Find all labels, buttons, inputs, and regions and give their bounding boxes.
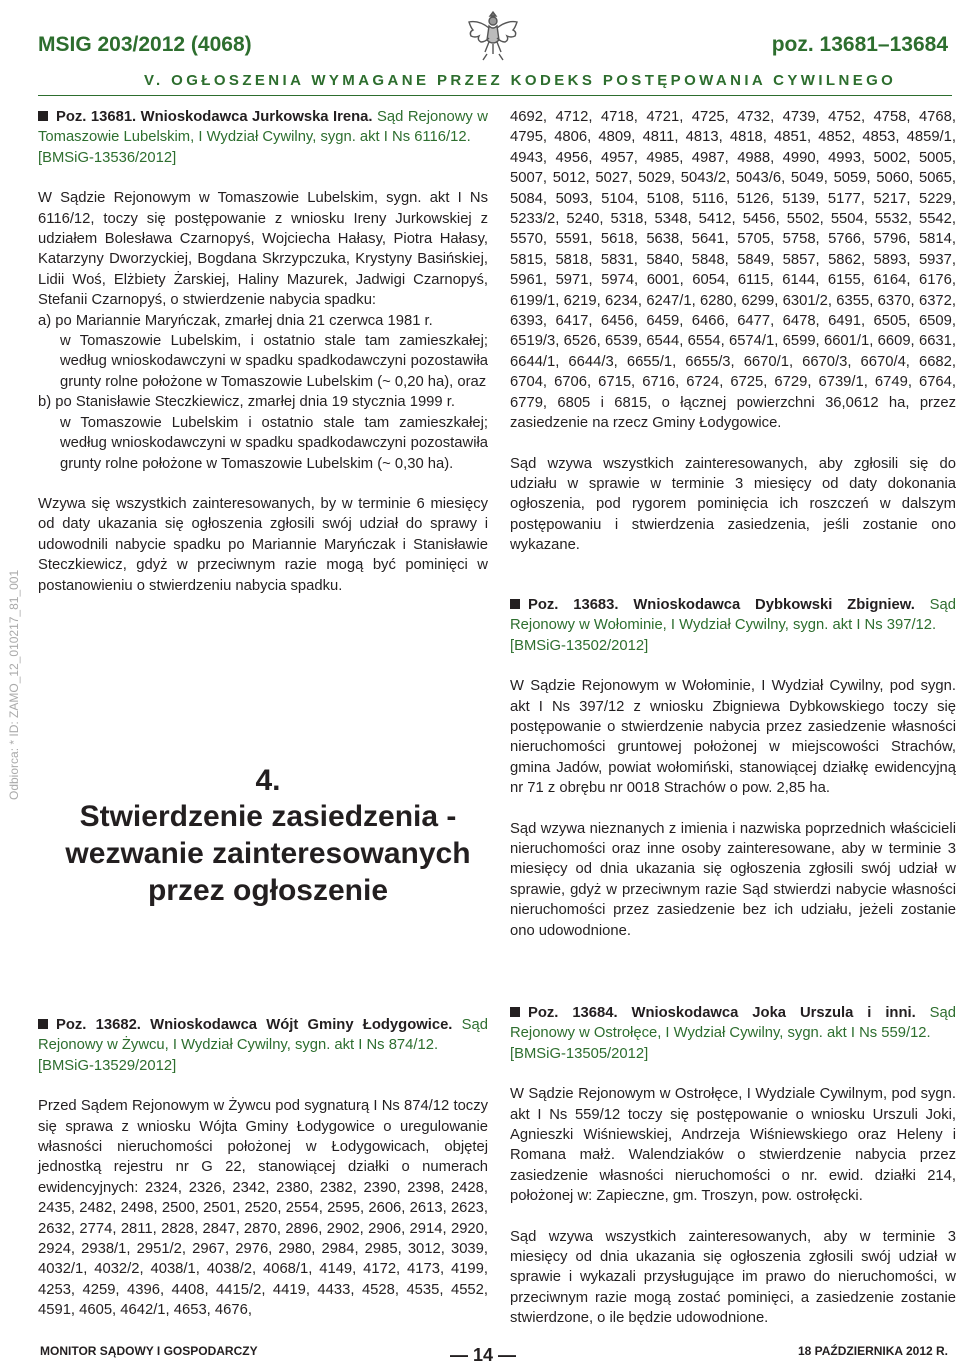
notice-item-a: a) po Mariannie Maryńczak, zmarłej dnia 21 czerwca 1981 r. (38, 312, 433, 329)
notice-heading: Poz. 13682. Wnioskodawca Wójt Gminy Łodygowice. (56, 1017, 453, 1033)
bullet-square-icon (38, 111, 48, 121)
bullet-square-icon (510, 1007, 520, 1017)
section-heading: V. OGŁOSZENIA WYMAGANE PRZEZ KODEKS POSTĘPOWANIA CYWILNEGO (144, 72, 897, 89)
notice-reference: [BMSiG-13502/2012] (510, 637, 649, 654)
notice-court: Sąd Rejonowy w Wołominie, I Wydział Cywilny, sygn. akt I Ns 397/12. (510, 597, 956, 634)
notice-paragraph: W Sądzie Rejonowym w Ostrołęce, I Wydziale Cywilnym, pod sygn. akt I Ns 559/12 toczy się postępowanie o wniosku Urszuli Joki, Agnieszki Wiśniewskiej, Andrzeja Wiśniewskiego oraz Heleny i Romana małż. Walendziaków o stwierdzenie nabycia przez zasiedzenie własności nieruchomości o nr. ewid. działki 214, położonej w: Zapieczne, gm. Troszyn, pow. ostrołęcki. (510, 1086, 956, 1205)
notice-court: Sąd Rejonowy w Tomaszowie Lubelskim, I Wydział Cywilny, sygn. akt I Ns 6116/12. (38, 109, 488, 146)
notice-court: Sąd Rejonowy w Żywcu, I Wydział Cywilny, sygn. akt I Ns 874/12. (38, 1017, 488, 1054)
notice-reference: [BMSiG-13505/2012] (510, 1045, 649, 1062)
chapter-title-line: wezwanie zainteresowanych (65, 837, 471, 870)
notice-item-b-detail: w Tomaszowie Lubelskim i ostatnio stale tam zamieszkałej; według wnioskodawczyni w spadku spadkodawczyni pozostawiła grunty rolne położone w Tomaszowie Lubelskim (~ 0,30 ha). (60, 414, 488, 472)
footer-publication: MONITOR SĄDOWY I GOSPODARCZY (40, 1344, 258, 1358)
bullet-square-icon (510, 599, 520, 609)
position-range: poz. 13681–13684 (771, 33, 948, 56)
notice-13682-continued (510, 107, 956, 556)
notice-paragraph: Sąd wzywa wszystkich zainteresowanych, aby zgłosili się do udziału w sprawie w terminie 3 miesięcy od daty dokonania ogłoszenia, pod rygorem pominięcia ich roszczeń w dalszym postępowaniu i stwierdzenia zasiedzenia, jeśli zostanie ono wykazane. (510, 455, 956, 554)
notice-13682 (38, 1015, 488, 1321)
notice-13684 (510, 1003, 956, 1329)
notice-paragraph: W Sądzie Rejonowym w Wołominie, I Wydział Cywilny, pod sygn. akt I Ns 397/12 z wniosku Zbigniewa Dybkowskiego toczy się postępowanie o stwierdzenie nabycia przez zasiedzenie własności nieruchomości gruntowej położonej w miejscowości Strachów, gmina Jadów, powiat wołomiński, stanowiącej działkę ewidencyjną nr 71 z obrębu nr 0018 Strachów o pow. 2,85 ha. (510, 678, 956, 797)
notice-item-a-detail: w Tomaszowie Lubelskim, i ostatnio stale tam zamieszkałej; według wnioskodawczyni w spadku spadkodawczyni pozostawiła grunty rolne położone w Tomaszowie Lubelskim (~ 0,20 ha), oraz (60, 333, 488, 390)
notice-paragraph: W Sądzie Rejonowym w Tomaszowie Lubelskim, sygn. akt I Ns 6116/12, toczy się postępowanie z wniosku Ireny Jurkowskiej z udziałem Bolesława Czarnopyś, Wojciecha Hałasy, Piotra Hałasy, Katarzyny Dworzyckiej, Bogdana Skrzypczuka, Krystyny Basińskiej, Lidii Woś, Elżbiety Żarskiej, Haliny Mazurek, Jadwigi Czarnopyś, Stefanii Czarnopyś, o stwierdzenie nabycia spadku: (38, 190, 488, 309)
notice-paragraph: Wzywa się wszystkich zainteresowanych, by w terminie 6 miesięcy od daty ukazania się ogłoszenia zgłosili swój udział do sprawy i udowodnili nabycie spadku po Mariannie Maryńczak i Stanisławie Steczkiewicz, gdyż w przeciwnym razie mogą być pominięci w postanowieniu o stwierdzeniu nabycia spadku. (38, 495, 488, 594)
chapter-number: 4. (255, 764, 281, 797)
notice-heading: Poz. 13683. Wnioskodawca Dybkowski Zbigniew. (528, 597, 915, 613)
bullet-square-icon (38, 1019, 48, 1029)
notice-court: Sąd Rejonowy w Ostrołęce, I Wydział Cywilny, sygn. akt I Ns 559/12. (510, 1005, 956, 1042)
notice-item-b: b) po Stanisławie Steczkiewicz, zmarłej dnia 19 stycznia 1999 r. (38, 394, 455, 411)
notice-13681 (38, 107, 488, 596)
chapter-title (38, 798, 498, 909)
chapter-title-line: Stwierdzenie zasiedzenia - (79, 800, 457, 833)
polish-eagle-emblem (460, 2, 526, 68)
notice-reference: [BMSiG-13536/2012] (38, 149, 177, 166)
notice-13683 (510, 595, 956, 941)
notice-heading: Poz. 13684. Wnioskodawca Joka Urszula i inni. (528, 1005, 916, 1021)
publication-issue: MSIG 203/2012 (4068) (38, 33, 252, 56)
chapter-title-line: przez ogłoszenie (147, 874, 389, 907)
notice-reference: [BMSiG-13529/2012] (38, 1057, 177, 1074)
footer-date: 18 PAŹDZIERNIKA 2012 R. (797, 1344, 948, 1358)
header-rule (38, 95, 952, 96)
notice-paragraph: 4692, 4712, 4718, 4721, 4725, 4732, 4739, 4752, 4758, 4768, 4795, 4806, 4809, 4811, 4813, 4818, 4851, 4852, 4853, 4859/1, 4943, 4956, 4957, 4985, 4987, 4988, 4990, 4993, 5002, 5005, 5007, 5012, 5027, 5029, 5043/2, 5043/6, 5049, 5059, 5060, 5065, 5084, 5093, 5104, 5108, 5116, 5126, 5139, 5177, 5217, 5229, 5233/2, 5240, 5318, 5348, 5412, 5456, 5502, 5504, 5532, 5542, 5570, 5591, 5618, 5638, 5641, 5705, 5758, 5766, 5796, 5814, 5815, 5818, 5831, 5840, 5848, 5849, 5857, 5862, 5893, 5937, 5961, 5971, 5974, 6001, 6054, 6115, 6144, 6155, 6164, 6176, 6199/1, 6219, 6234, 6247/1, 6280, 6299, 6301/2, 6355, 6370, 6372, 6393, 6417, 6456, 6459, 6466, 6477, 6478, 6491, 6505, 6509, 6519/3, 6526, 6539, 6544, 6554, 6574/1, 6599, 6601/1, 6609, 6631, 6644/1, 6644/3, 6655/1, 6655/3, 6670/1, 6670/3, 6670/4, 6682, 6704, 6706, 6715, 6716, 6724, 6725, 6729, 6739/1, 6749, 6764, 6779, 6805 i 6815, o łącznej powierzchni 36,0612 ha, przez zasiedzenie na rzecz Gminy Łodygowice. (510, 109, 956, 432)
notice-paragraph: Przed Sądem Rejonowym w Żywcu pod sygnaturą I Ns 874/12 toczy się sprawa z wniosku Wójta Gminy Łodygowice o uregulowanie własności nieruchomości położonej w Łodygowicach, objętej jednostką rejestru nr G 22, stanowiącej działki o numerach ewidencyjnych: 2324, 2326, 2342, 2380, 2382, 2390, 2398, 2428, 2435, 2482, 2498, 2500, 2501, 2520, 2554, 2595, 2606, 2613, 2623, 2632, 2774, 2811, 2828, 2847, 2870, 2896, 2902, 2906, 2914, 2920, 2924, 2938/1, 2951/2, 2967, 2976, 2980, 2984, 2985, 3012, 3039, 4032/1, 4032/2, 4038/1, 4038/2, 4068/1, 4149, 4172, 4173, 4199, 4253, 4259, 4396, 4408, 4415/2, 4419, 4433, 4528, 4535, 4552, 4591, 4605, 4642/1, 4653, 4676, (38, 1098, 488, 1319)
notice-paragraph: Sąd wzywa wszystkich zainteresowanych, aby w terminie 3 miesięcy od dnia ukazania się ogłoszenia zgłosili swój udział w sprawie i wykazali przysługujące im prawo do nieruchomości, w przeciwnym razie mogą zostać pominięci, a zasiedzenie zostanie stwierdzone, o ile będzie udowodnione. (510, 1228, 956, 1327)
recipient-id-watermark: Odbiorca: * ID: ZAMO_12_010217_81_001 (7, 569, 21, 800)
page-number: — 14 — (450, 1345, 517, 1365)
notice-paragraph: Sąd wzywa nieznanych z imienia i nazwiska poprzednich właścicieli nieruchomości oraz inne osoby zainteresowane, aby w terminie 3 miesięcy od dnia ukazania się ogłoszenia zgłosili swój udział w sprawie, gdyż w przeciwnym razie Sąd stwierdzi nabycie własności nieruchomości przez zasiedzenie bez ich udziału, jeżeli zostanie ono udowodnione. (510, 820, 956, 939)
notice-heading: Poz. 13681. Wnioskodawca Jurkowska Irena. (56, 109, 373, 125)
